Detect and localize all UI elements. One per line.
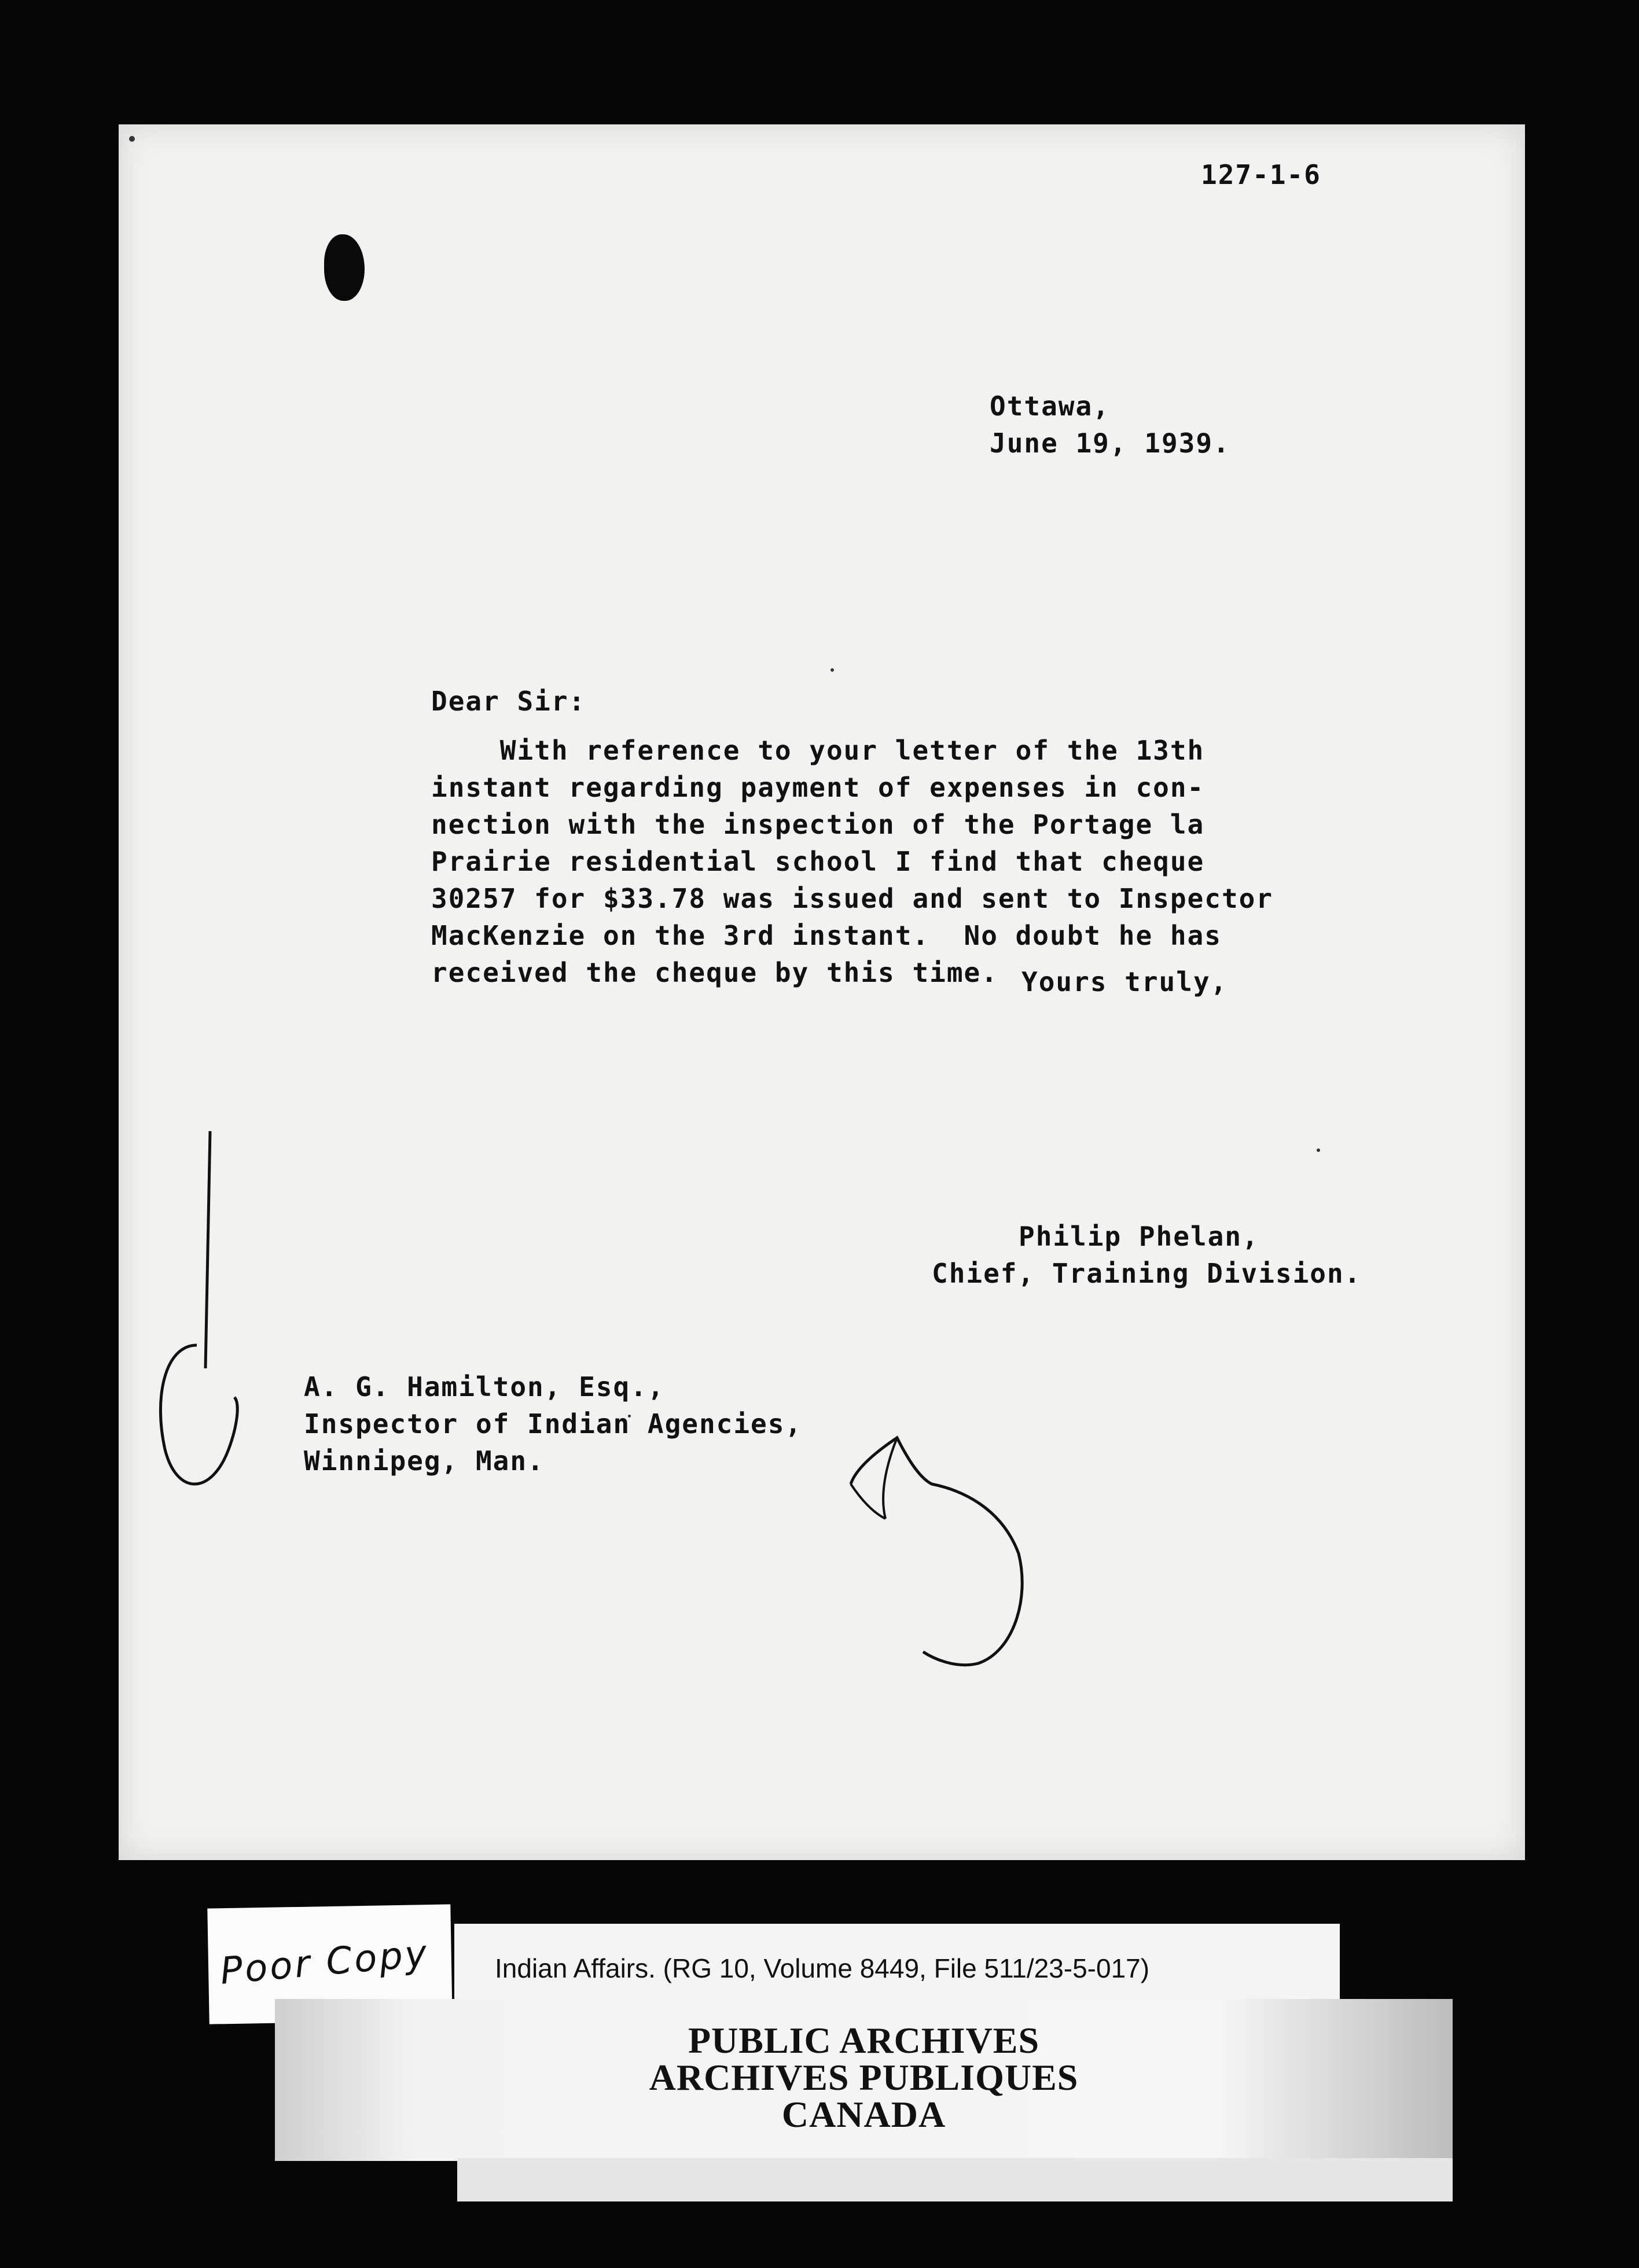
speck bbox=[830, 668, 834, 672]
recipient-name: A. G. Hamilton, Esq., bbox=[304, 1371, 665, 1402]
handwritten-initial bbox=[828, 1397, 1152, 1721]
archives-stamp bbox=[275, 1999, 1453, 2161]
handwritten-mark bbox=[142, 1125, 258, 1530]
signatory-title: Chief, Training Division. bbox=[932, 1258, 1362, 1289]
stamp-line-1: PUBLIC ARCHIVES bbox=[688, 2020, 1040, 2061]
signatory-name: Philip Phelan, bbox=[1019, 1221, 1259, 1252]
speck bbox=[1317, 1148, 1320, 1152]
archive-reference-text: Indian Affairs. (RG 10, Volume 8449, File 511/23-5-017) bbox=[495, 1953, 1150, 1983]
speck bbox=[129, 136, 135, 142]
stamp-line-2: ARCHIVES PUBLIQUES bbox=[649, 2057, 1079, 2098]
poor-copy-text: Poor Copy bbox=[218, 1932, 431, 1993]
recipient-place: Winnipeg, Man. bbox=[304, 1445, 545, 1477]
ink-blot bbox=[324, 234, 365, 301]
letter-place: Ottawa, bbox=[990, 391, 1110, 422]
recipient-title: Inspector of Indian Agencies, bbox=[304, 1408, 803, 1439]
stamp-line-3: CANADA bbox=[781, 2094, 946, 2135]
stamp-strip bbox=[457, 2158, 1453, 2201]
letter-body: With reference to your letter of the 13th instant regarding payment of expenses in con- nection with the inspection of the Portage la Prairie residential school I find that cheque 30257 for $33.78 was issued and sent to Inspector MacKenzie on the 3rd instant. No doubt he has received the cheque by this time. bbox=[431, 735, 1274, 988]
salutation: Dear Sir: bbox=[431, 686, 586, 717]
archive-reference-label bbox=[454, 1924, 1340, 2005]
closing: Yours truly, bbox=[1021, 966, 1228, 997]
letter-date: June 19, 1939. bbox=[990, 428, 1230, 459]
letter-page bbox=[119, 124, 1525, 1860]
file-reference: 127-1-6 bbox=[1201, 159, 1321, 190]
